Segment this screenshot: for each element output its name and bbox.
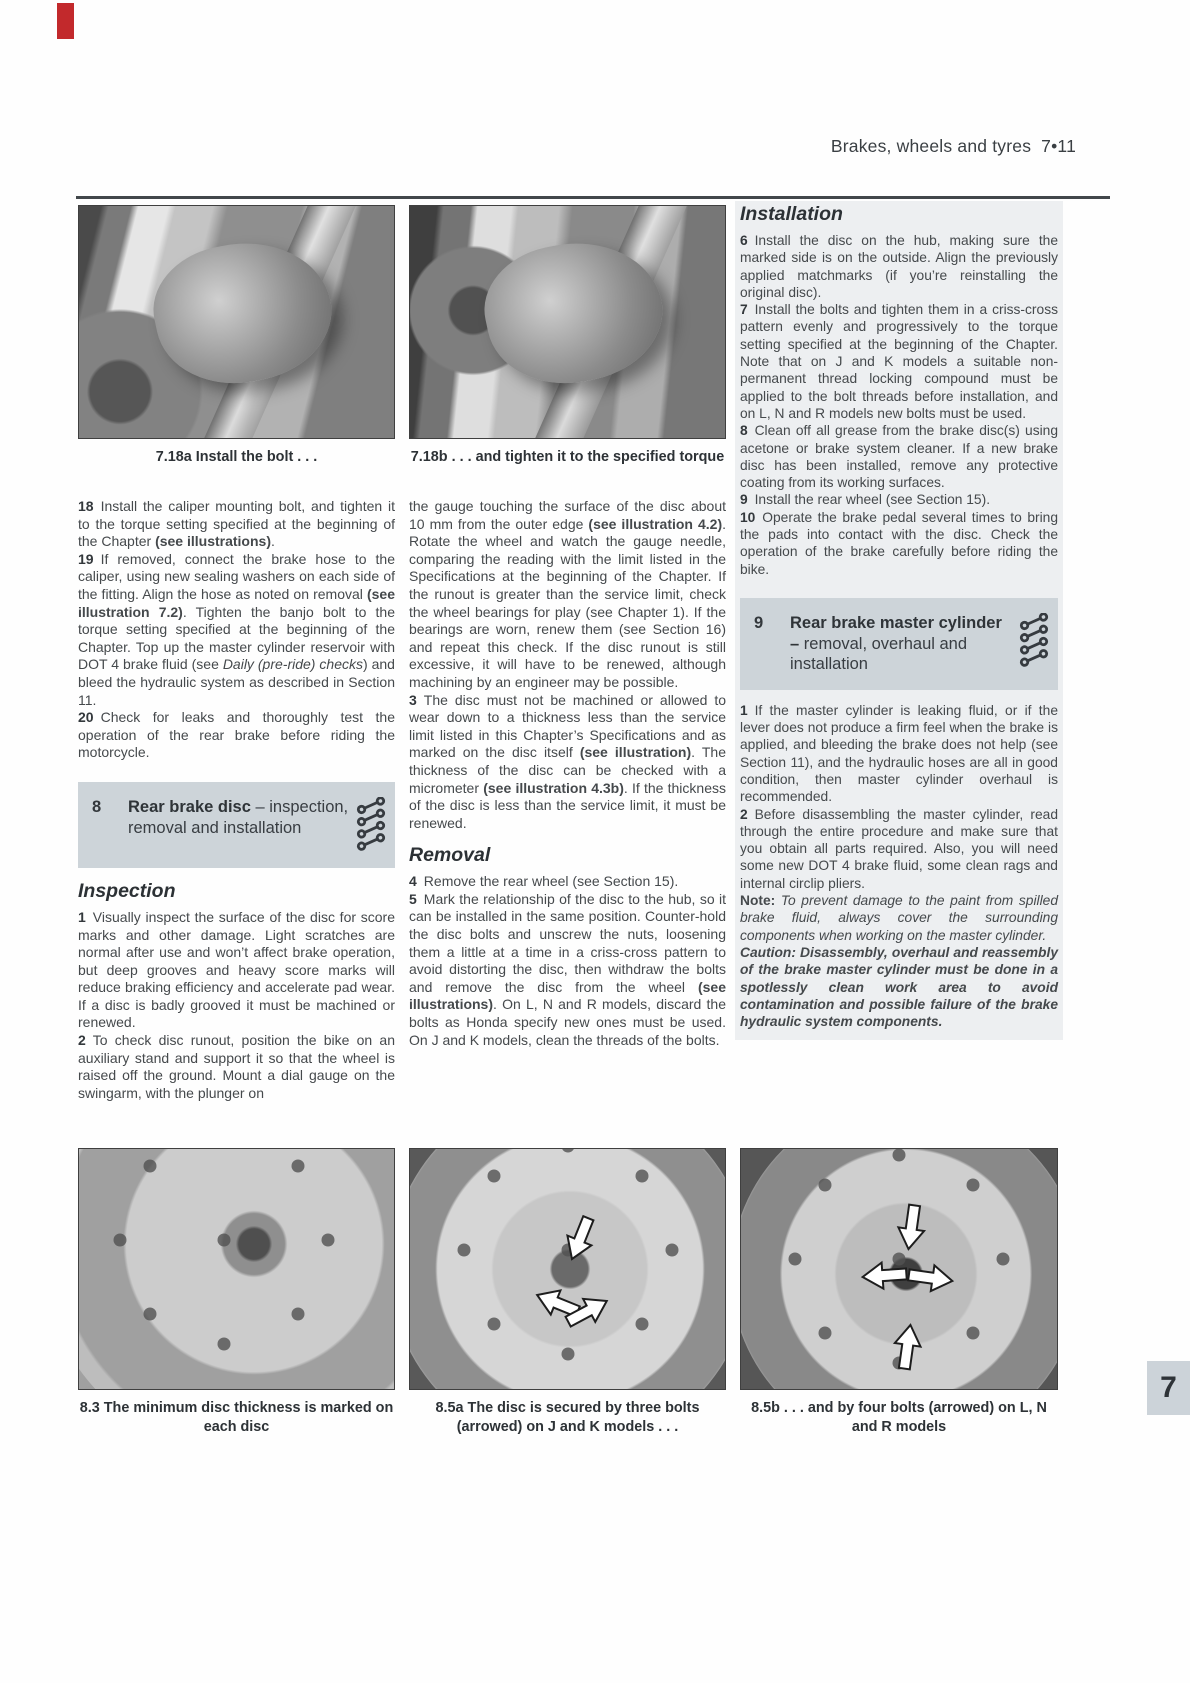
wrenches-icon xyxy=(1018,613,1050,669)
figure-8-3 xyxy=(78,1148,395,1436)
photo-8-5b-four-bolts xyxy=(740,1148,1058,1390)
section-title xyxy=(128,797,349,838)
paragraph: 2 Before disassembling the master cylinder, read through the entire procedure and make sure that you obtain all parts required. Also, you will need some new DOT 4 brake fluid, some clean rags and internal circlip pliers. xyxy=(740,806,1058,891)
chapter-tab: 7 xyxy=(1147,1361,1190,1415)
header-title: Brakes, wheels and tyres xyxy=(830,136,1032,156)
figure-caption-7-18b: 7.18b . . . and tighten it to the specified torque xyxy=(410,449,725,465)
paragraph: 4 Remove the rear wheel (see Section 15). xyxy=(409,873,679,890)
paragraph: 1 Visually inspect the surface of the disc for score marks and other damage. Light scratches are normal after use and won’t affect brake operation, but deep grooves and heavy score marks will reduce braking efficiency and accelerate pad wear. If a disc is badly grooved it must be machined or renewed. xyxy=(78,908,395,1031)
section-number: 8 xyxy=(92,797,102,816)
header-page-number: 7•11 xyxy=(1041,136,1076,156)
paragraph-group-master-cylinder xyxy=(740,702,1058,1031)
column-left xyxy=(78,205,395,1102)
content-columns xyxy=(78,205,1058,1102)
bottom-figure-row xyxy=(78,1148,1058,1436)
section-number: 9 xyxy=(754,613,764,632)
photo-7-18a-caliper-bolt xyxy=(78,205,395,439)
paragraph-group-runout xyxy=(409,498,726,832)
paragraph: 1 If the master cylinder is leaking fluid, or if the lever does not produce a firm feel when the brake is applied, and bleeding the brake does not help (see Section 11), and the hydraulic hoses are all in good condition, then master cylinder overhaul is recommended. xyxy=(740,702,1058,805)
paragraph: 2 To check disc runout, position the bike on an auxiliary stand and support it so that the wheel is raised off the ground. Mount a dial gauge on the swingarm, with the plunger on xyxy=(78,1032,395,1101)
arrow-annotations xyxy=(410,1149,725,1389)
paragraph-group-installation xyxy=(740,232,1058,578)
figure-8-5a xyxy=(409,1148,726,1436)
wrenches-icon xyxy=(355,797,387,853)
paragraph-group-removal xyxy=(409,873,726,1049)
section-title-rest: removal, overhaul and installation xyxy=(790,634,968,674)
paragraph: 7 Install the bolts and tighten them in a criss-cross pattern evenly and progressively to the torque setting specified at the beginning of the Chapter. Note that on J and K models a suitable non-permanent thread locking compound must be applied to the bolt threads before installation, and on L, N and R models new bolts must be used. xyxy=(740,302,1058,421)
section-title xyxy=(790,613,1012,675)
column-right xyxy=(735,201,1063,1040)
photo-7-18b-tighten-bolt xyxy=(409,205,726,439)
section-9-heading xyxy=(740,598,1058,690)
figure-8-5b xyxy=(740,1148,1058,1436)
paragraph: Note: To prevent damage to the paint from spilled brake fluid, always cover the surrounding components when working on the master cylinder. xyxy=(740,893,1058,943)
disc-holes xyxy=(217,1234,230,1247)
print-registration-mark xyxy=(57,3,74,39)
figure-caption-8-5b: 8.5b . . . and by four bolts (arrowed) on L, N and R models xyxy=(751,1400,1047,1435)
figure-caption-8-3: 8.3 The minimum disc thickness is marked on each disc xyxy=(79,1400,394,1435)
paragraph: the gauge touching the surface of the disc about 10 mm from the outer edge (see illustration 4.2). Rotate the wheel and watch the gauge needle, comparing the reading with the limit listed in the Specifications at the beginning of the Chapter. If the runout is greater than the service limit, check the wheel bearings for play (see Chapter 1). If the bearings are worn, renew them (see Section 16) and repeat this check. If the disc runout is still excessive, it will have to be renewed, although machining by an engineer may be possible. xyxy=(409,498,726,690)
section-title-bold: Rear brake master cylinder – xyxy=(790,613,1002,653)
column-middle xyxy=(409,205,726,1049)
section-title-rest: – inspection, removal and installation xyxy=(128,797,349,837)
page-header xyxy=(831,136,1076,157)
arrow-annotations xyxy=(741,1149,1057,1389)
paragraph: Caution: Disassembly, overhaul and reassembly of the brake master cylinder must be done in a spotlessly clean work area to avoid contamination and possible failure of the brake hydraulic system components. xyxy=(740,944,1058,1030)
inspection-heading: Inspection xyxy=(78,879,176,902)
figure-caption-7-18a: 7.18a Install the bolt . . . xyxy=(155,449,318,465)
removal-heading: Removal xyxy=(409,844,491,867)
paragraph: 19 If removed, connect the brake hose to the caliper, using new sealing washers on each side of the fitting. Align the hose as noted on removal (see illustration 7.2). Tighten the banjo bolt to the torque setting specified at the beginning of the Chapter. Top up the master cylinder reservoir with DOT 4 brake fluid (see Daily (pre-ride) checks) and bleed the hydraulic system as described in Section 11. xyxy=(78,550,396,708)
paragraph: 6 Install the disc on the hub, making sure the marked side is on the outside. Align the previously applied matchmarks (if you’re reinstalling the original disc). xyxy=(740,233,1058,300)
paragraph: 9 Install the rear wheel (see Section 15). xyxy=(740,492,991,508)
installation-heading: Installation xyxy=(740,203,843,225)
paragraph: 20 Check for leaks and thoroughly test the operation of the rear brake before riding the motorcycle. xyxy=(78,709,395,761)
paragraph: 8 Clean off all grease from the brake disc(s) using acetone or brake system cleaner. If a new brake disc has been installed, remove any protective coating from its working surfaces. xyxy=(740,423,1058,491)
section-title-bold: Rear brake disc xyxy=(128,797,251,816)
photo-8-3-disc-thickness xyxy=(78,1148,395,1390)
photo-8-5a-three-bolts xyxy=(409,1148,726,1390)
paragraph: 5 Mark the relationship of the disc to the hub, so it can be installed in the same position. Counter-hold the disc bolts and unscrew the nuts, loosening them a little at a time in a criss-cross pattern to avoid distorting the disc, then withdraw the bolts and remove the disc from the wheel (see illustrations). On L, N and R models, discard the bolts as Honda specify new ones must be used. On J and K models, clean the threads of the bolts. xyxy=(409,890,726,1048)
section-8-heading xyxy=(78,782,395,868)
figure-caption-8-5a: 8.5a The disc is secured by three bolts (arrowed) on J and K models . . . xyxy=(435,1400,700,1435)
paragraph-group-inspection xyxy=(78,909,395,1103)
paragraph: 3 The disc must not be machined or allowed to wear down to a thickness less than the service limit listed in this Chapter’s Specifications and as marked on the disc itself (see illustration). The thickness of the disc can be checked with a micrometer (see illustration 4.3b). If the thickness of the disc is less than the service limit, it must be renewed. xyxy=(409,691,726,831)
paragraph: 18 Install the caliper mounting bolt, and tighten it to the torque setting specified at the beginning of the Chapter (see illustrations). xyxy=(78,498,395,550)
paragraph: 10 Operate the brake pedal several times to bring the pads into contact with the disc. Check the operation of the brake carefully before riding the bike. xyxy=(740,509,1058,577)
paragraph-group-caliper xyxy=(78,498,395,762)
brake-disc xyxy=(78,1148,395,1390)
header-rule xyxy=(76,196,1110,199)
